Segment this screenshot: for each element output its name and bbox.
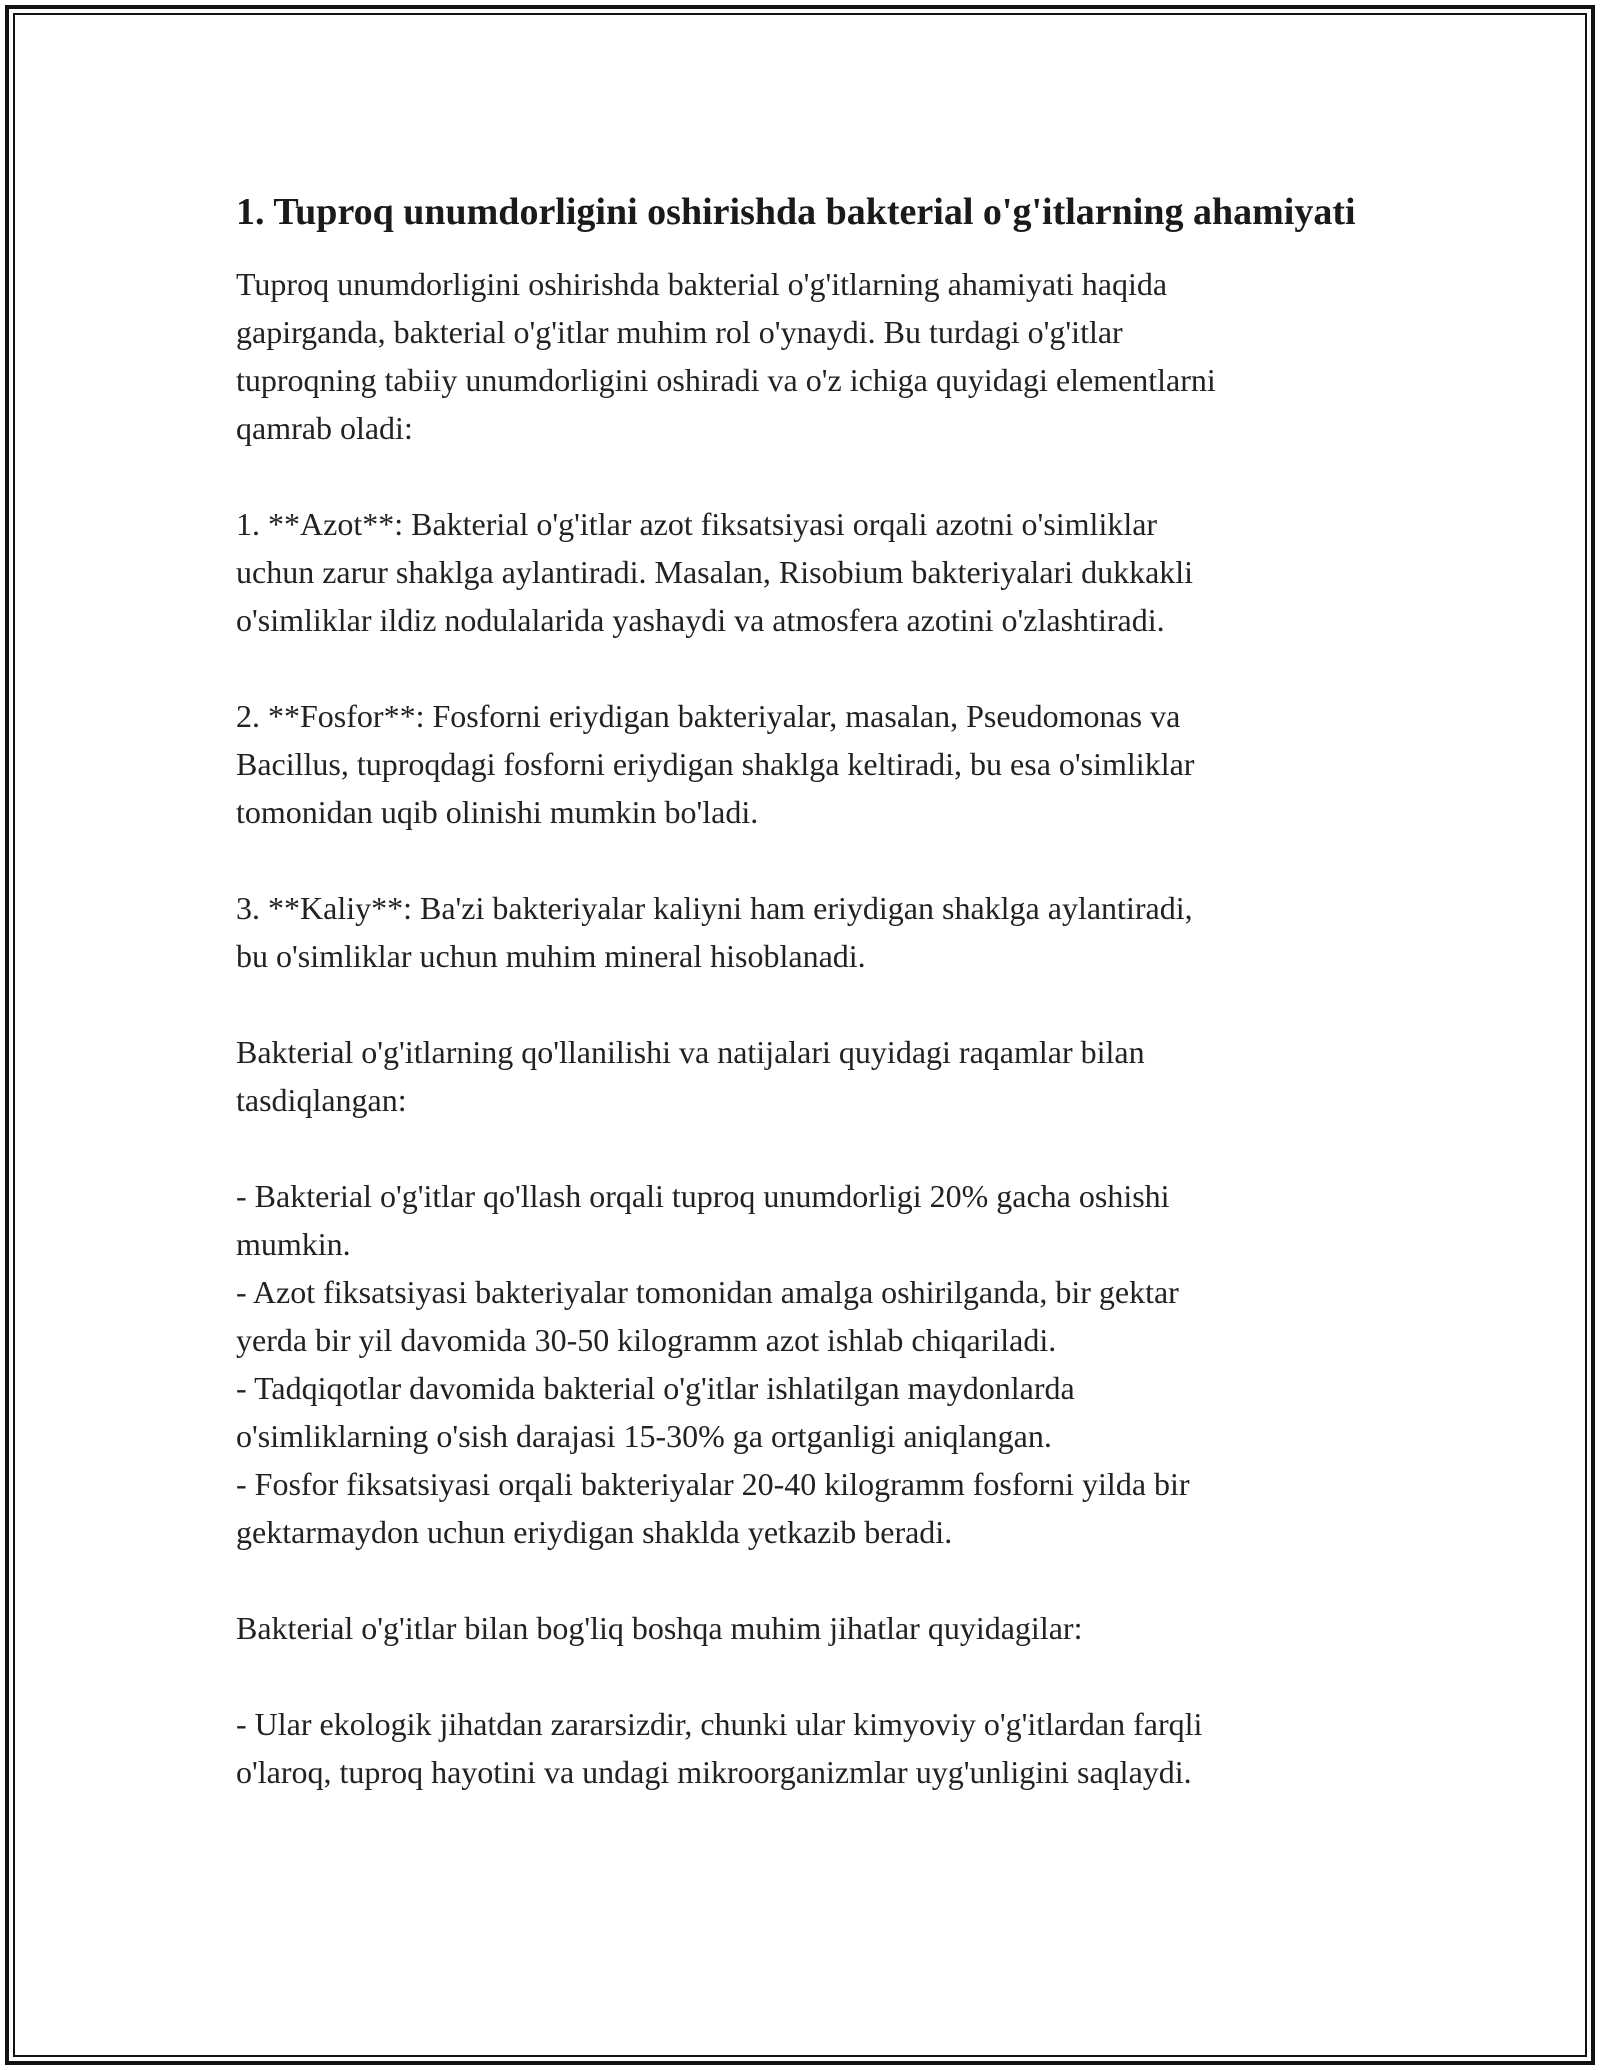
list-item-fosfor: 2. **Fosfor**: Fosforni eriydigan bakteriyalar, masalan, Pseudomonas va Bacillus, tuproqdagi fosforni eriydigan shaklga keltiradi, bu esa o'simliklar tomonidan uqib olinishi mumkin bo'ladi.: [236, 698, 1195, 830]
other-aspects-paragraph: Bakterial o'g'itlar bilan bog'liq boshqa muhim jihatlar quyidagilar:: [236, 1610, 1083, 1646]
intro-paragraph: Tuproq unumdorligini oshirishda bakterial o'g'itlarning ahamiyati haqida gapirganda, bakterial o'g'itlar muhim rol o'ynaydi. Bu turdagi o'g'itlar tuproqning tabiiy unumdorligini oshiradi va o'z ichiga quyidagi elementlarni qamrab oladi:: [236, 266, 1216, 446]
blank-line: [236, 644, 1376, 692]
document-body: [236, 260, 1376, 1796]
results-intro-paragraph: Bakterial o'g'itlarning qo'llanilishi va natijalari quyidagi raqamlar bilan tasdiqlangan:: [236, 1034, 1145, 1118]
blank-line: [236, 980, 1376, 1028]
ecology-bullet: - Ular ekologik jihatdan zararsizdir, chunki ular kimyoviy o'g'itlardan farqli o'laroq, tuproq hayotini va undagi mikroorganizmlar uyg'unligini saqlaydi.: [236, 1706, 1203, 1790]
list-item-azot: 1. **Azot**: Bakterial o'g'itlar azot fiksatsiyasi orqali azotni o'simliklar uchun zarur shaklga aylantiradi. Masalan, Risobium bakteriyalari dukkakli o'simliklar ildiz nodulalarida yashaydi va atmosfera azotini o'zlashtiradi.: [236, 506, 1194, 638]
blank-line: [236, 1652, 1376, 1700]
blank-line: [236, 452, 1376, 500]
list-item-kaliy: 3. **Kaliy**: Ba'zi bakteriyalar kaliyni ham eriydigan shaklga aylantiradi, bu o'simliklar uchun muhim mineral hisoblanadi.: [236, 890, 1193, 974]
document-title: 1. Tuproq unumdorligini oshirishda bakterial o'g'itlarning ahamiyati: [236, 191, 1356, 233]
blank-line: [236, 1556, 1376, 1604]
blank-line: [236, 836, 1376, 884]
document-content: [236, 184, 1376, 1796]
blank-line: [236, 1124, 1376, 1172]
results-bullet-list: - Bakterial o'g'itlar qo'llash orqali tuproq unumdorligi 20% gacha oshishi mumkin. - Azot fiksatsiyasi bakteriyalar tomonidan amalga oshirilganda, bir gektar yerda bir yil davomida 30-50 kilogramm azot ishlab chiqariladi. - Tadqiqotlar davomida bakterial o'g'itlar ishlatilgan maydonlarda o'simliklarning o'sish darajasi 15-30% ga ortganligi aniqlangan. - Fosfor fiksatsiyasi orqali bakteriyalar 20-40 kilogramm fosforni yilda bir gektarmaydon uchun eriydigan shaklda yetkazib beradi.: [236, 1178, 1190, 1550]
